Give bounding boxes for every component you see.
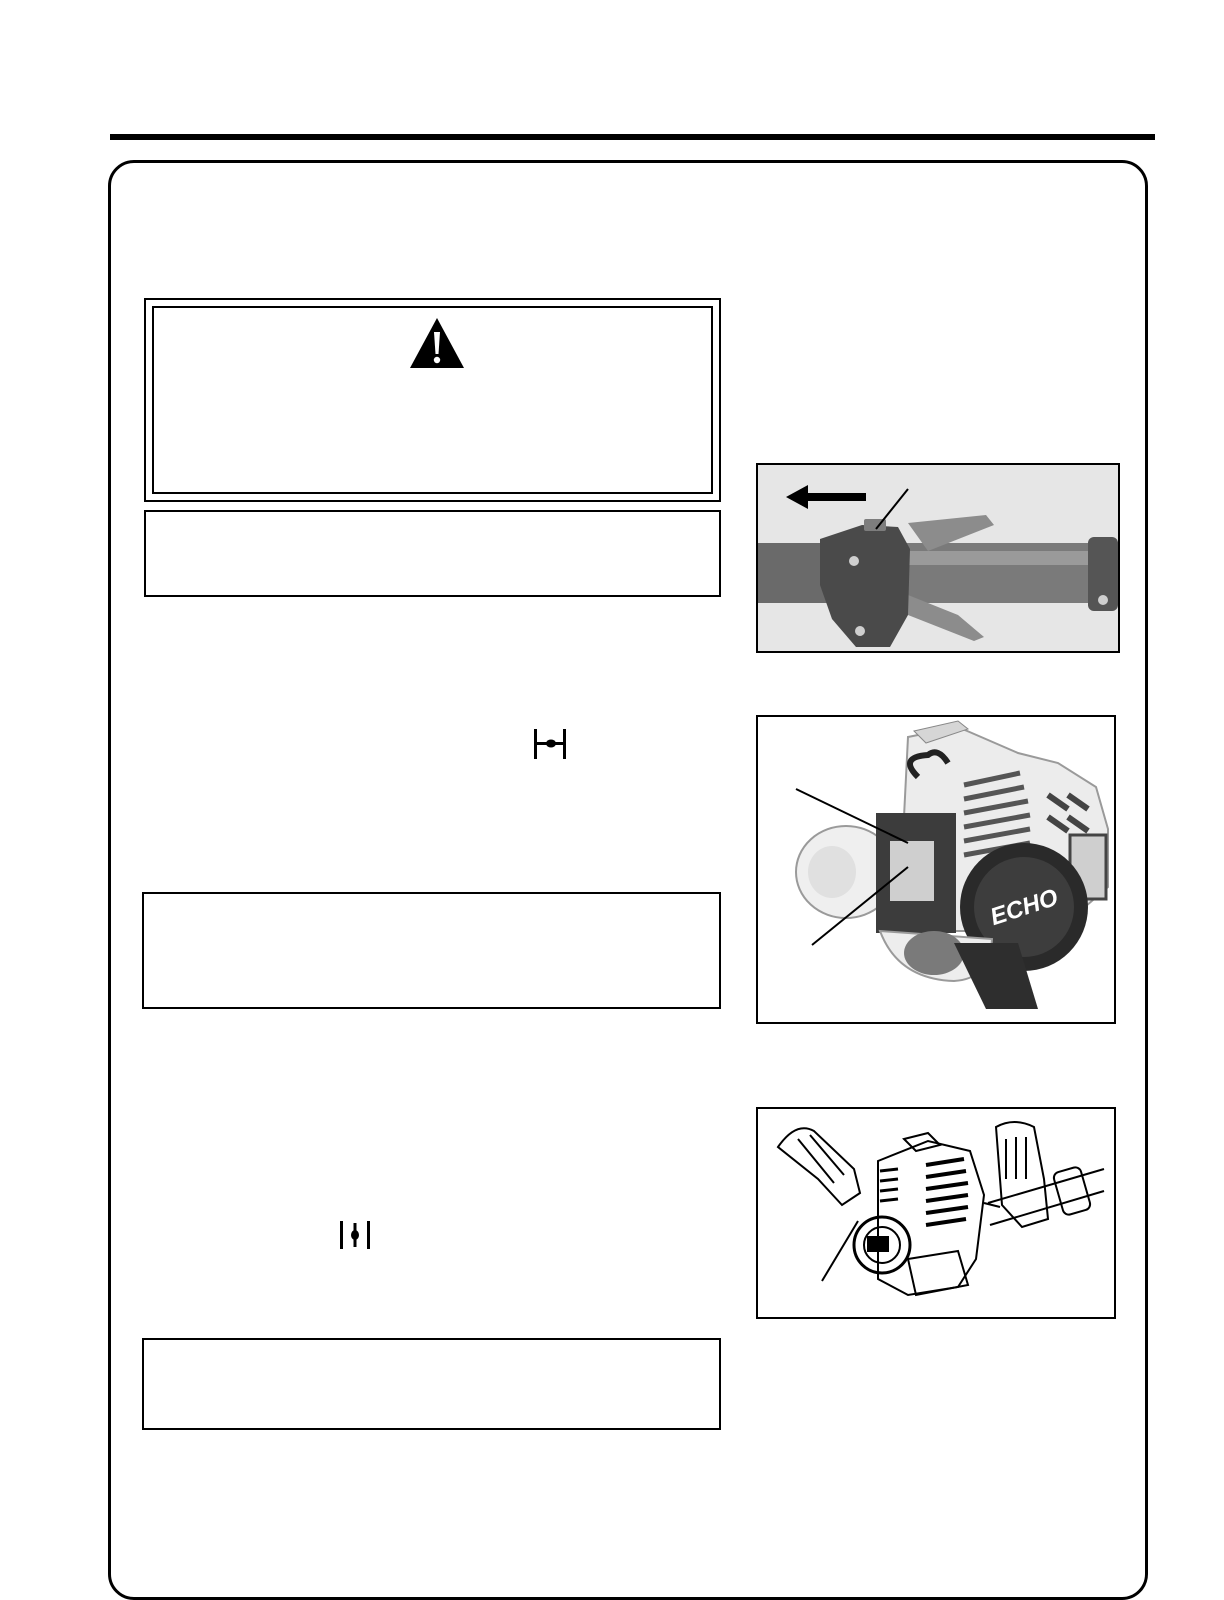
choke-open-symbol-icon — [338, 1220, 372, 1250]
echo-logo: ECHO — [987, 883, 1062, 932]
warning-triangle-icon — [408, 316, 466, 370]
choke-closed-symbol-icon — [532, 727, 568, 761]
note-box — [144, 510, 721, 597]
warning-box-inner — [152, 306, 713, 494]
throttle-handle-figure — [756, 463, 1120, 653]
note-box — [142, 1338, 721, 1430]
note-box — [142, 892, 721, 1009]
starting-position-figure — [756, 1107, 1116, 1319]
warning-box — [144, 298, 721, 502]
engine-figure — [756, 715, 1116, 1024]
section-header-rule — [110, 134, 1155, 140]
